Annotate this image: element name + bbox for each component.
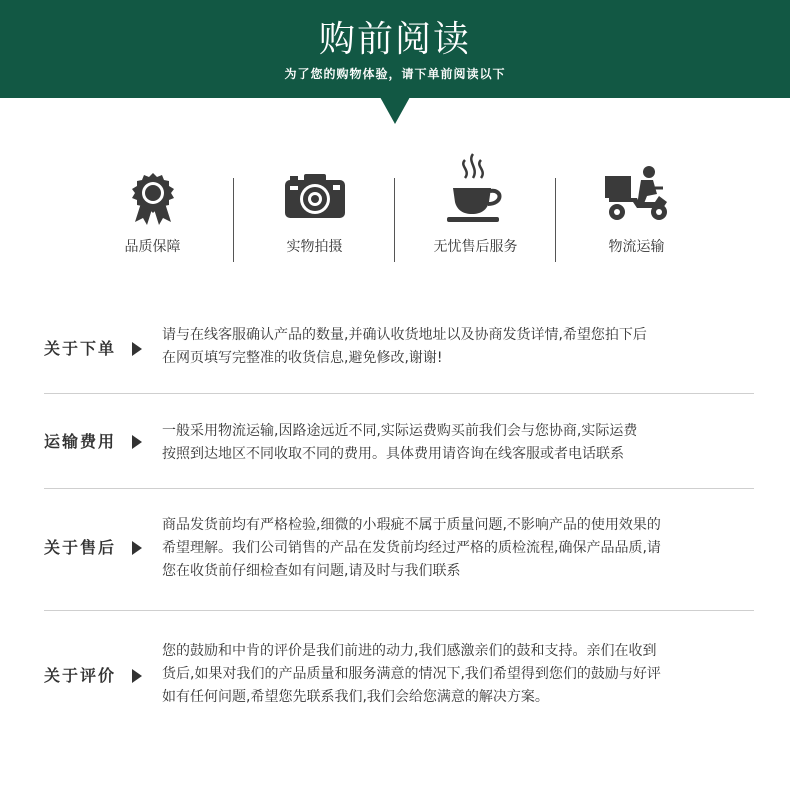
page-title: 购前阅读 [318,19,471,60]
triangle-right-icon [132,342,142,356]
feature-quality [72,150,233,265]
section-ordering [44,322,754,378]
section-divider [44,488,754,489]
camera-icon [284,172,346,220]
feature-label-real-photo: 实物拍摄 [286,239,343,255]
section-divider [44,393,754,394]
section-body-ordering: 请与在线客服确认产品的数量,并确认收货地址以及协商发货详情,希望您拍下后 在网页填写完整准的收货信息,避免修改,谢谢! [162,327,647,366]
feature-real-photo [234,150,395,265]
delivery-scooter-icon [603,166,671,224]
section-body-reviews: 您的鼓励和中肯的评价是我们前进的动力,我们感激亲们的鼓和支持。亲们在收到 货后,如果对我们的产品质量和服务满意的情况下,我们希望得到您们的鼓励与好评 如有任何问题,希望您先联系我们,我们会给您满意的解决方案。 [162,643,661,705]
feature-logistics [556,150,717,265]
feature-label-quality: 品质保障 [124,239,181,255]
page-subtitle: 为了您的购物体验，请下单前阅读以下 [284,67,506,81]
feature-label-logistics: 物流运输 [608,239,665,255]
triangle-right-icon [132,669,142,683]
section-after-sales [44,512,754,592]
header-pointer [380,97,410,124]
section-body-shipping-cost: 一般采用物流运输,因路途远近不同,实际运费购买前我们会与您协商,实际运费 按照到达地区不同收取不同的费用。具体费用请咨询在线客服或者电话联系 [162,423,638,462]
section-title-reviews: 关于评价 [44,666,117,685]
feature-after-sales [395,150,556,265]
feature-strip [72,150,718,265]
section-title-shipping-cost: 运输费用 [44,432,117,451]
section-title-ordering: 关于下单 [44,339,117,358]
header-banner [0,0,790,98]
triangle-right-icon [132,541,142,555]
triangle-right-icon [132,435,142,449]
section-title-after-sales: 关于售后 [44,538,117,557]
feature-label-after-sales: 无忧售后服务 [433,239,518,255]
section-divider [44,610,754,611]
section-body-after-sales: 商品发货前均有严格检验,细微的小瑕疵不属于质量问题,不影响产品的使用效果的 希望理解。我们公司销售的产品在发货前均经过严格的质检流程,确保产品品质,请 您在收货前仔细检查如有问题,请及时与我们联系 [162,517,661,579]
section-reviews [44,638,754,718]
coffee-cup-icon [445,152,507,226]
section-shipping-cost [44,418,754,474]
award-ribbon-icon [129,172,177,226]
